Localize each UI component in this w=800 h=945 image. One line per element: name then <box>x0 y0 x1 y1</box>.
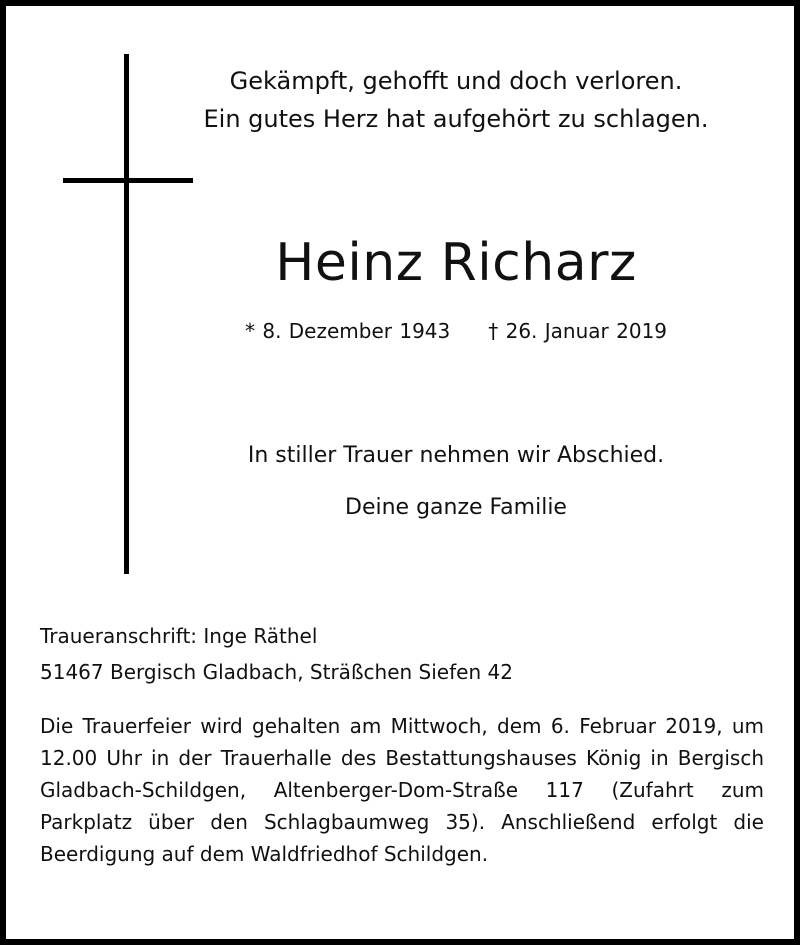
deceased-name: Heinz Richarz <box>275 233 637 293</box>
address-line-2: 51467 Bergisch Gladbach, Sträßchen Siefen 42 <box>40 660 513 684</box>
motto <box>156 62 756 138</box>
birth-date: * 8. Dezember 1943 <box>244 319 451 343</box>
cross-icon <box>124 54 129 574</box>
address-line-1: Traueranschrift: Inge Räthel <box>40 624 318 648</box>
ceremony-details: Die Trauerfeier wird gehalten am Mittwoch, dem 6. Februar 2019, um 12.00 Uhr in der Trauerhalle des Bestattungshauses König in Bergisch Gladbach-Schildgen, Altenberger-Dom-Straße 117 (Zufahrt zum Parkplatz über den Schlagbaumweg 35). Anschließend erfolgt die Beerdigung auf dem Waldfriedhof Schildgen. <box>40 714 764 866</box>
motto-line-2: Ein gutes Herz hat aufgehört zu schlagen. <box>203 105 709 133</box>
cross-icon-crossbar <box>63 178 193 183</box>
life-dates <box>156 314 756 348</box>
motto-line-1: Gekämpft, gehofft und doch verloren. <box>229 67 683 95</box>
death-date: † 26. Januar 2019 <box>488 319 668 343</box>
farewell-text: In stiller Trauer nehmen wir Abschied. <box>247 443 665 468</box>
mourning-address <box>40 618 760 690</box>
signature: Deine ganze Familie <box>345 495 567 520</box>
